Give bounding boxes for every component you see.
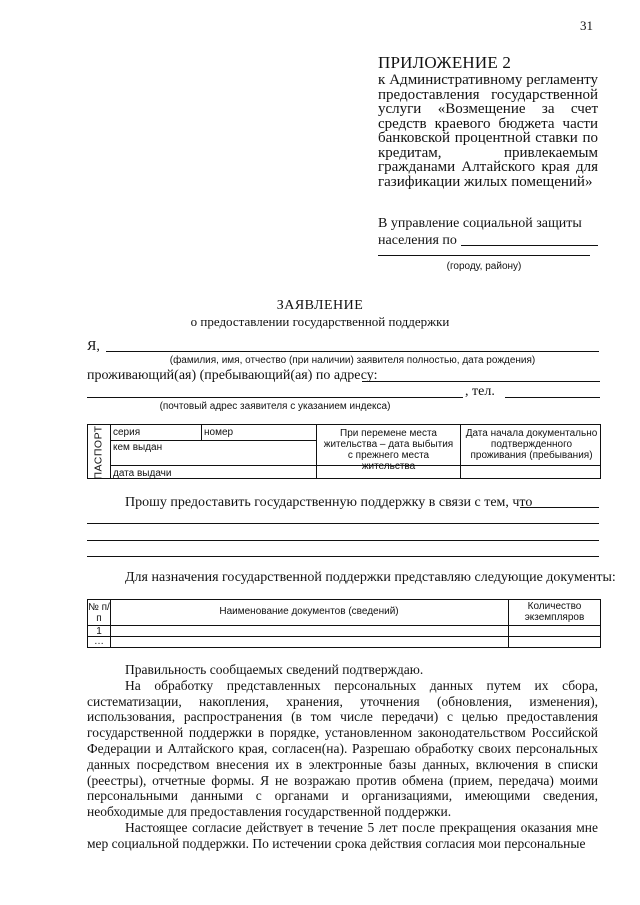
consent-section	[87, 662, 598, 852]
department-blank-inline[interactable]	[461, 245, 598, 246]
department-line1: В управление социальной защиты	[378, 216, 582, 231]
request-text: Прошу предоставить государственную поддержку в связи с тем, что	[125, 495, 533, 510]
request-field-2[interactable]	[87, 523, 599, 524]
address-hint: (почтовый адрес заявителя с указанием индекса)	[159, 401, 391, 412]
department-blank-line[interactable]	[378, 255, 590, 256]
appendix-header	[378, 54, 598, 189]
department-hint: (городу, району)	[446, 261, 522, 272]
request-field-4[interactable]	[87, 556, 599, 557]
page-number: 31	[580, 18, 593, 33]
address-label: проживающий(ая) (пребывающий(ая) по адресу:	[87, 368, 378, 383]
confirm-text: Правильность сообщаемых сведений подтверждаю.	[125, 662, 424, 677]
document-subtitle: о предоставлении государственной поддержки	[190, 314, 450, 329]
request-field-1[interactable]	[520, 507, 599, 508]
applicant-hint: (фамилия, имя, отчество (при наличии) заявителя полностью, дата рождения)	[169, 355, 536, 366]
docs-col-name: Наименование документов (сведений)	[219, 606, 399, 617]
applicant-name-field[interactable]	[106, 351, 599, 352]
documents-table	[87, 599, 601, 648]
passport-issued-by: кем выдан	[113, 442, 163, 453]
table-row: 1	[96, 626, 102, 637]
passport-series: серия	[113, 427, 141, 438]
passport-col-start: Дата начала документально подтвержденного проживания (пребывания)	[465, 428, 598, 461]
table-row: …	[94, 636, 104, 647]
applicant-label: Я,	[87, 339, 100, 354]
docs-col-num: № п/п	[88, 602, 110, 624]
passport-number: номер	[204, 427, 234, 438]
phone-label: , тел.	[465, 384, 495, 399]
passport-table	[87, 424, 601, 479]
request-field-3[interactable]	[87, 540, 599, 541]
passport-col-move: При перемене места жительства – дата выбытия с прежнего места жительства	[323, 428, 454, 472]
passport-issue-date: дата выдачи	[113, 468, 172, 479]
docs-col-qty: Количество экземпляров	[524, 601, 585, 623]
passport-side-label: ПАСПОРТ	[92, 424, 105, 480]
appendix-title: ПРИЛОЖЕНИЕ 2	[378, 53, 512, 72]
appendix-text: к Административному регламенту предоставления государственной услуги «Возмещение за счет средств краевого бюджета части банковской процентной ставки по кредитам, привлекаемым гражданами Алтайского края для газификации жилых помещений»	[378, 72, 598, 190]
address-field-1[interactable]	[362, 381, 600, 382]
validity-text: Настоящее согласие действует в течение 5 лет после прекращения оказания мне мер социальной поддержки. По истечении срока действия согласия мои персональные	[87, 819, 598, 851]
documents-intro: Для назначения государственной поддержки представляю следующие документы:	[125, 570, 616, 585]
address-field-2[interactable]	[87, 397, 463, 398]
consent-text: На обработку представленных персональных данных путем их сбора, систематизации, накопления, хранения, уточнения (обновления, изменения), использования, распространения (в том числе передачи) с целью предоставления государственной поддержки в порядке, установленном законодательством Российской Федерации и Алтайского края, согласен(на). Разрешаю обработку своих персональных данных посредством внесения их в электронные базы данных, включения в списки (реестры), отчетные формы. Я не возражаю против обмена (прием, передача) моими персональными данными с органами и организациями, имеющими сведения, необходимые для предоставления государственной поддержки.	[87, 677, 598, 820]
department-line2: населения по	[378, 233, 457, 248]
department-block	[378, 215, 598, 249]
document-title: ЗАЯВЛЕНИЕ	[276, 298, 364, 313]
phone-field[interactable]	[505, 397, 600, 398]
